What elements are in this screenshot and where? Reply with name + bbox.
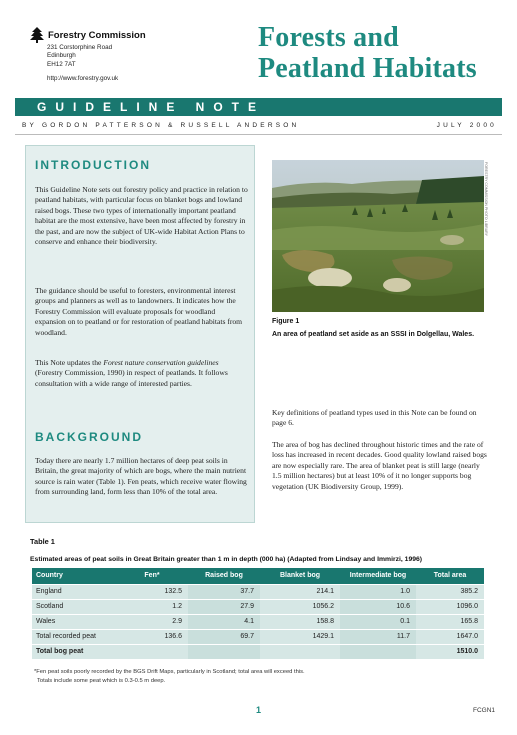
guideline-note-label: GUIDELINE NOTE [37, 100, 266, 114]
table-cell: 27.9 [188, 599, 260, 614]
peatland-photo [272, 160, 484, 312]
header-divider [15, 134, 502, 135]
table-cell: England [32, 584, 116, 599]
table-cell: 1429.1 [260, 629, 340, 644]
table-cell: 4.1 [188, 614, 260, 629]
column-header: Intermediate bog [340, 568, 416, 584]
table-cell [116, 644, 188, 659]
table-cell [260, 644, 340, 659]
table-row [32, 584, 484, 599]
background-paragraph-1: Today there are nearly 1.7 million hectares of deep peat soils in Britain, the great majority of which are bogs, where the main nutrient source is rain water (Table 1). Fen peats, which receive water flowing from surrounding land, form less than 10% of the total area. [35, 456, 247, 497]
table-cell [340, 644, 416, 659]
introduction-heading: INTRODUCTION [35, 158, 151, 172]
table-cell: 1096.0 [416, 599, 484, 614]
intro-p3-text-a: This Note updates the [35, 358, 104, 367]
column-header: Total area [416, 568, 484, 584]
intro-paragraph-3 [35, 358, 245, 389]
intro-p3-emphasis: Forest nature conservation guidelines [103, 358, 219, 367]
table-cell: 1.0 [340, 584, 416, 599]
table-cell: 136.6 [116, 629, 188, 644]
title-line-1: Forests and [258, 22, 399, 53]
guideline-note-banner [15, 98, 502, 116]
table-cell: 11.7 [340, 629, 416, 644]
table-cell: 37.7 [188, 584, 260, 599]
website-link[interactable]: http://www.forestry.gov.uk [47, 74, 119, 82]
right-paragraph-2: The area of bog has declined throughout historic times and the rate of loss has increased in recent decades. Good quality lowland raised bogs are now especially rare. The area of blanket peat is still large (nearly 1.5 million hectares) but at least 10% of it no longer supports bog vegetation (UK Biodiversity Group, 1999). [272, 440, 487, 491]
column-header: Fen* [116, 568, 188, 584]
table-footnote-2: Totals include some peat which is 0.3-0.5 m deep. [37, 678, 166, 684]
peat-area-table [32, 568, 484, 659]
document-code: FCGN1 [472, 707, 495, 714]
address-line-1: 231 Corstorphine Road [47, 44, 113, 51]
table-cell: 132.5 [116, 584, 188, 599]
table-cell: 1.2 [116, 599, 188, 614]
table-cell: Total recorded peat [32, 629, 116, 644]
column-header: Raised bog [188, 568, 260, 584]
table-cell: Scotland [32, 599, 116, 614]
table-cell: Total bog peat [32, 644, 116, 659]
address-line-3: EH12 7AT [47, 60, 76, 68]
photo-credit: FORESTRY COMMISSION PHOTO LIBRARY [484, 162, 488, 237]
column-header: Blanket bog [260, 568, 340, 584]
table-cell: 214.1 [260, 584, 340, 599]
page-number: 1 [256, 705, 262, 715]
column-header: Country [32, 568, 116, 584]
right-paragraph-1: Key definitions of peatland types used in this Note can be found on page 6. [272, 408, 477, 428]
forestry-commission-logo [30, 27, 146, 43]
address-block [47, 44, 118, 83]
table-cell: 0.1 [340, 614, 416, 629]
table-cell: 165.8 [416, 614, 484, 629]
table-row-total-bog [32, 644, 484, 659]
table-title: Table 1 [30, 537, 55, 546]
title-line-2: Peatland Habitats [258, 53, 477, 84]
background-heading: BACKGROUND [35, 430, 143, 444]
table-cell: 10.6 [340, 599, 416, 614]
table-cell [188, 644, 260, 659]
table-cell: 1510.0 [416, 644, 484, 659]
table-row [32, 614, 484, 629]
intro-paragraph-1: This Guideline Note sets out forestry policy and practice in relation to peatland habitats, with particular focus on blanket bogs and lowland raised bogs. These two types of internationally important peatland habitat are the most extensive, have been most affected by forestry in the past, and are now the subject of UK-wide Habitat Action Plans to conserve and enhance their biodiversity. [35, 185, 248, 247]
table-cell: Wales [32, 614, 116, 629]
org-name: Forestry Commission [48, 29, 146, 41]
figure-caption: An area of peatland set aside as an SSSI in Dolgellau, Wales. [272, 331, 475, 338]
peatland-photo-image [272, 160, 484, 312]
table-cell: 1647.0 [416, 629, 484, 644]
author-byline: BY GORDON PATTERSON & RUSSELL ANDERSON [22, 122, 300, 129]
table-header-row [32, 568, 484, 584]
intro-paragraph-2: The guidance should be useful to foresters, environmental interest groups and planners as well as to landowners. It indicates how the Forestry Commission will evaluate proposals for woodland expansion on to peatland or for restoration of peatland habitats from woodland. [35, 286, 243, 337]
table-row [32, 629, 484, 644]
tree-logo-icon [30, 27, 44, 43]
document-title [258, 22, 514, 84]
table-caption: Estimated areas of peat soils in Great Britain greater than 1 m in depth (000 ha) (Adapted from Lindsay and Immirzi, 1996) [30, 556, 423, 563]
figure-label: Figure 1 [272, 318, 300, 325]
table-cell: 1056.2 [260, 599, 340, 614]
table-row [32, 599, 484, 614]
table-cell: 385.2 [416, 584, 484, 599]
table-cell: 2.9 [116, 614, 188, 629]
publication-date: JULY 2000 [436, 122, 497, 129]
table-cell: 69.7 [188, 629, 260, 644]
intro-p3-text-b: (Forestry Commission, 1990) in respect of peatlands. It follows consultation with a wide range of interested parties. [35, 368, 228, 388]
table-cell: 158.8 [260, 614, 340, 629]
table-footnote-1: *Fen peat soils poorly recorded by the BGS Drift Maps, particularly in Scotland; total area will exceed this. [34, 669, 305, 675]
address-line-2: Edinburgh [47, 52, 76, 60]
